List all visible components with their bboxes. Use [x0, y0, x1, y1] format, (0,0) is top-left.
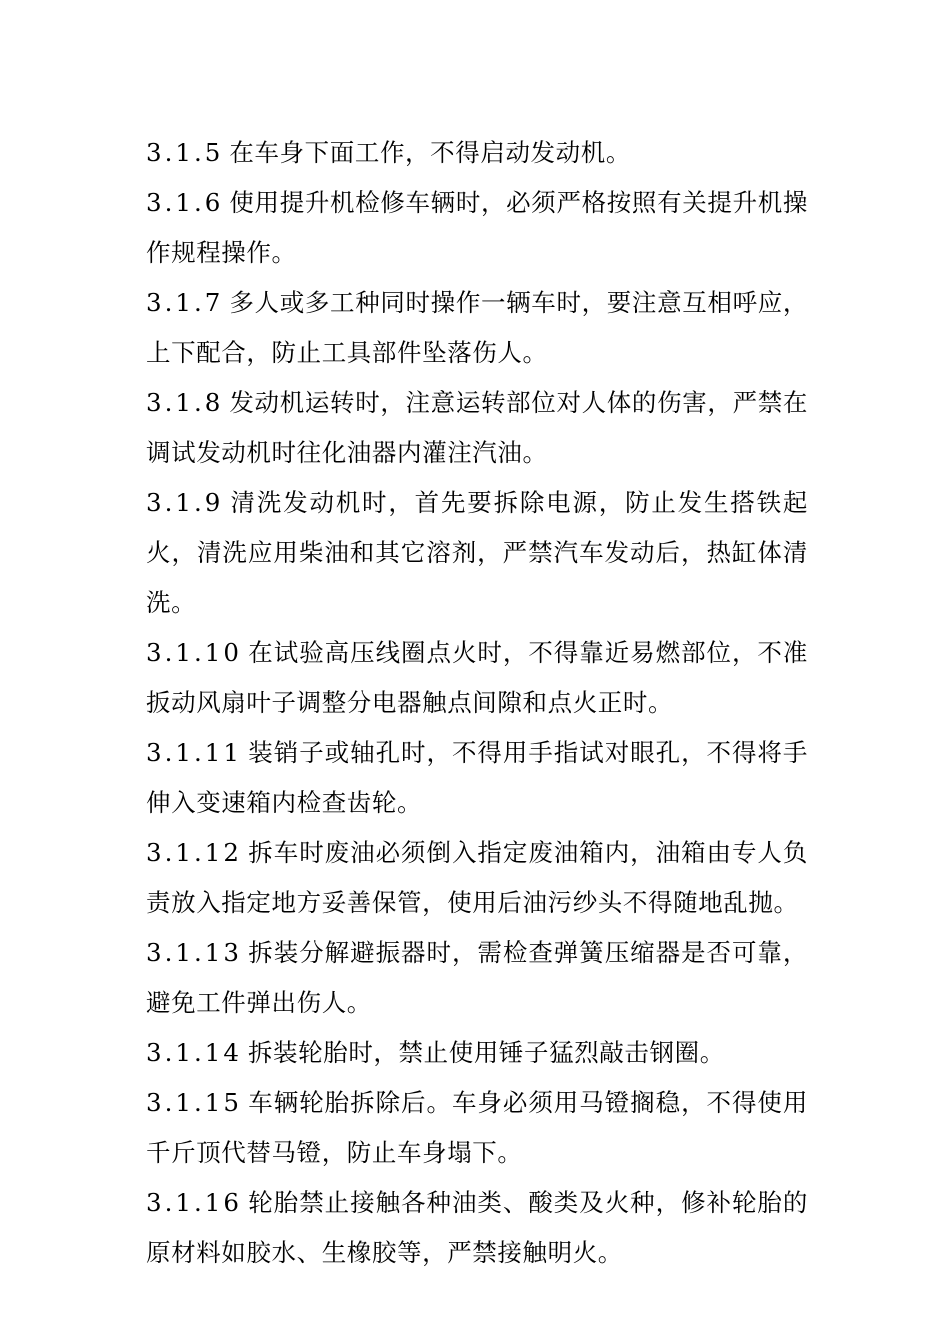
clause-number: 3.1.10 — [146, 638, 242, 667]
clause-3-1-13 — [146, 928, 808, 1028]
clause-text: 拆车时废油必须倒入指定废油箱内，油箱由专人负责放入指定地方妥善保管，使用后油污纱头不得随地乱抛。 — [146, 838, 808, 917]
clause-text: 在车身下面工作，不得启动发动机。 — [229, 138, 631, 167]
clause-number: 3.1.13 — [146, 938, 242, 967]
clause-3-1-6 — [146, 178, 808, 278]
clause-number: 3.1.6 — [146, 188, 224, 217]
clause-3-1-11 — [146, 728, 808, 828]
document-body — [146, 128, 808, 1278]
clause-3-1-5 — [146, 128, 808, 178]
clause-number: 3.1.11 — [146, 738, 242, 767]
clause-3-1-10 — [146, 628, 808, 728]
clause-text: 在试验高压线圈点火时，不得靠近易燃部位，不准扳动风扇叶子调整分电器触点间隙和点火正时。 — [146, 638, 808, 717]
clause-3-1-15 — [146, 1078, 808, 1178]
clause-text: 多人或多工种同时操作一辆车时，要注意互相呼应，上下配合，防止工具部件坠落伤人。 — [146, 288, 808, 367]
clause-number: 3.1.14 — [146, 1038, 242, 1067]
clause-text: 使用提升机检修车辆时，必须严格按照有关提升机操作规程操作。 — [146, 188, 808, 267]
clause-number: 3.1.7 — [146, 288, 224, 317]
clause-number: 3.1.8 — [146, 388, 224, 417]
clause-text: 发动机运转时，注意运转部位对人体的伤害，严禁在调试发动机时往化油器内灌注汽油。 — [146, 388, 808, 467]
clause-number: 3.1.16 — [146, 1188, 242, 1217]
clause-number: 3.1.12 — [146, 838, 242, 867]
clause-3-1-12 — [146, 828, 808, 928]
clause-text: 拆装轮胎时，禁止使用锤子猛烈敲击钢圈。 — [247, 1038, 725, 1067]
clause-3-1-14 — [146, 1028, 808, 1078]
clause-3-1-7 — [146, 278, 808, 378]
clause-number: 3.1.15 — [146, 1088, 242, 1117]
clause-3-1-9 — [146, 478, 808, 628]
clause-text: 装销子或轴孔时，不得用手指试对眼孔，不得将手伸入变速箱内检查齿轮。 — [146, 738, 808, 817]
clause-number: 3.1.9 — [146, 488, 224, 517]
clause-text: 拆装分解避振器时，需检查弹簧压缩器是否可靠，避免工件弹出伤人。 — [146, 938, 808, 1017]
clause-number: 3.1.5 — [146, 138, 224, 167]
clause-3-1-16 — [146, 1178, 808, 1278]
clause-text: 轮胎禁止接触各种油类、酸类及火种，修补轮胎的原材料如胶水、生橡胶等，严禁接触明火。 — [146, 1188, 808, 1267]
clause-text: 车辆轮胎拆除后。车身必须用马镫搁稳，不得使用千斤顶代替马镫，防止车身塌下。 — [146, 1088, 808, 1167]
clause-3-1-8 — [146, 378, 808, 478]
clause-text: 清洗发动机时，首先要拆除电源，防止发生搭铁起火，清洗应用柴油和其它溶剂，严禁汽车发动后，热缸体清洗。 — [146, 488, 808, 617]
